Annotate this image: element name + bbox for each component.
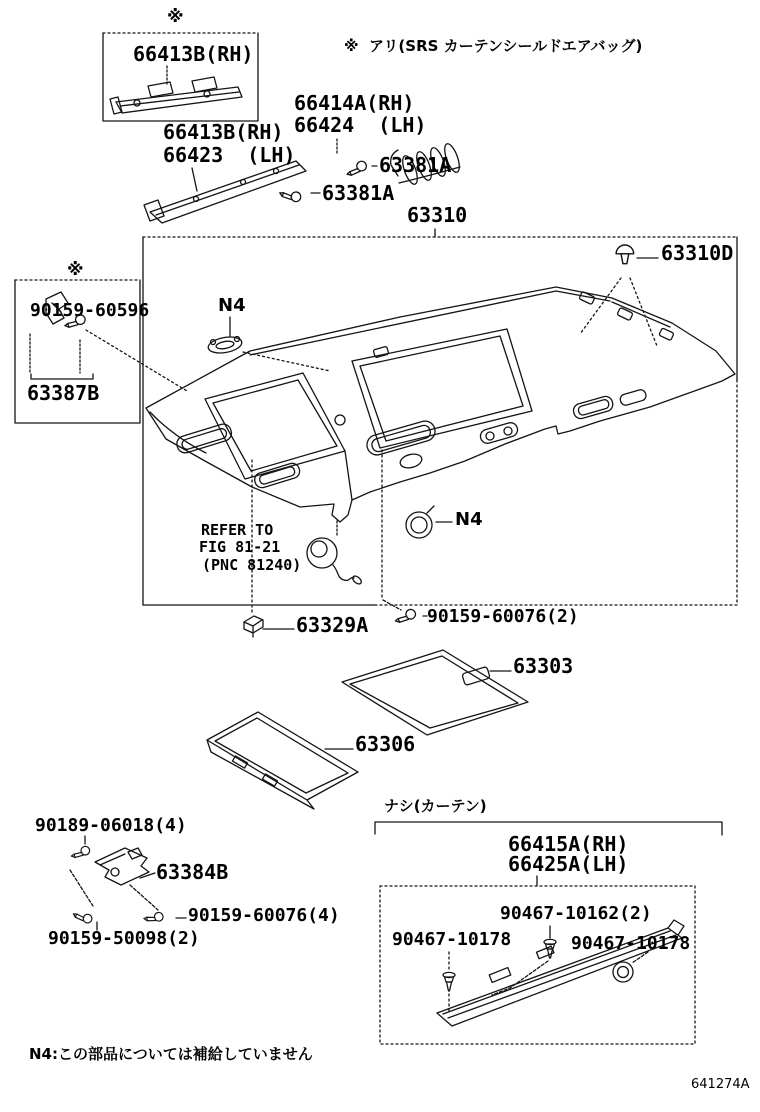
asterisk-top-box: ※: [167, 7, 184, 27]
part-label-63310d: 63310D: [661, 241, 734, 265]
part-label-63381a-upper: 63381A: [379, 153, 452, 177]
refer-note-line2: FIG 81-21: [199, 538, 281, 556]
asterisk-left-box: ※: [67, 260, 84, 280]
screw-90159-60076-x2: [383, 600, 427, 626]
part-label-90189-06018-x4: 90189-06018(4): [35, 815, 187, 836]
part-63306-sunshade: [207, 712, 358, 809]
part-label-63310: 63310: [407, 203, 468, 227]
part-label-66415a: 66415A(RH): [508, 832, 629, 856]
part-label-66425a: 66425A(LH): [508, 852, 629, 876]
part-label-63387b: 63387B: [27, 381, 100, 405]
part-label-90467-10178-left: 90467-10178: [392, 929, 512, 950]
part-label-66413b: 66413B(RH): [163, 120, 284, 144]
part-label-66423: 66423 (LH): [163, 143, 296, 167]
n4-clip-upper: [207, 317, 330, 371]
refer-note-line3: (PNC 81240): [202, 556, 302, 574]
n4-grommet-lower: [406, 506, 452, 538]
part-label-63303: 63303: [513, 654, 574, 678]
part-label-90159-60076-x2: 90159-60076(2): [427, 606, 579, 627]
part-63310-headlining: [146, 287, 735, 522]
part-label-63329a: 63329A: [296, 613, 369, 637]
part-label-66414a: 66414A(RH): [294, 91, 415, 115]
curtain-note: ナシ(カーテン): [384, 797, 487, 815]
footnote-n4: N4:この部品については補給していません: [29, 1045, 313, 1063]
part-label-90159-60076-x4: 90159-60076(4): [188, 905, 340, 926]
part-label-90467-10162-x2: 90467-10162(2): [500, 903, 652, 924]
part-label-90159-50098-x2: 90159-50098(2): [48, 928, 200, 949]
part-label-66413b-inset: 66413B(RH): [133, 42, 254, 66]
screw-63381a-upper: [347, 159, 377, 178]
part-label-90467-10178-right: 90467-10178: [571, 933, 691, 954]
part-66423-rail: [144, 161, 306, 223]
n4-marker-lower: N4: [455, 509, 483, 530]
part-63303-sunshade: [342, 650, 528, 735]
srs-note: ※ アリ(SRS カーテンシールドエアバッグ): [344, 37, 643, 55]
screw-63381a-lower: [280, 184, 320, 207]
part-label-90159-60596: 90159-60596: [30, 300, 150, 321]
refer-note-line1: REFER TO: [201, 521, 274, 539]
doc-code: 641274A: [691, 1077, 750, 1092]
n4-marker-upper: N4: [218, 295, 246, 316]
part-label-63381a-lower: 63381A: [322, 181, 395, 205]
part-66413b-bracket: [110, 77, 242, 114]
part-label-63384b: 63384B: [156, 860, 229, 884]
part-label-63306: 63306: [355, 732, 416, 756]
part-label-66424: 66424 (LH): [294, 113, 427, 137]
clip-63329a: [244, 616, 294, 637]
